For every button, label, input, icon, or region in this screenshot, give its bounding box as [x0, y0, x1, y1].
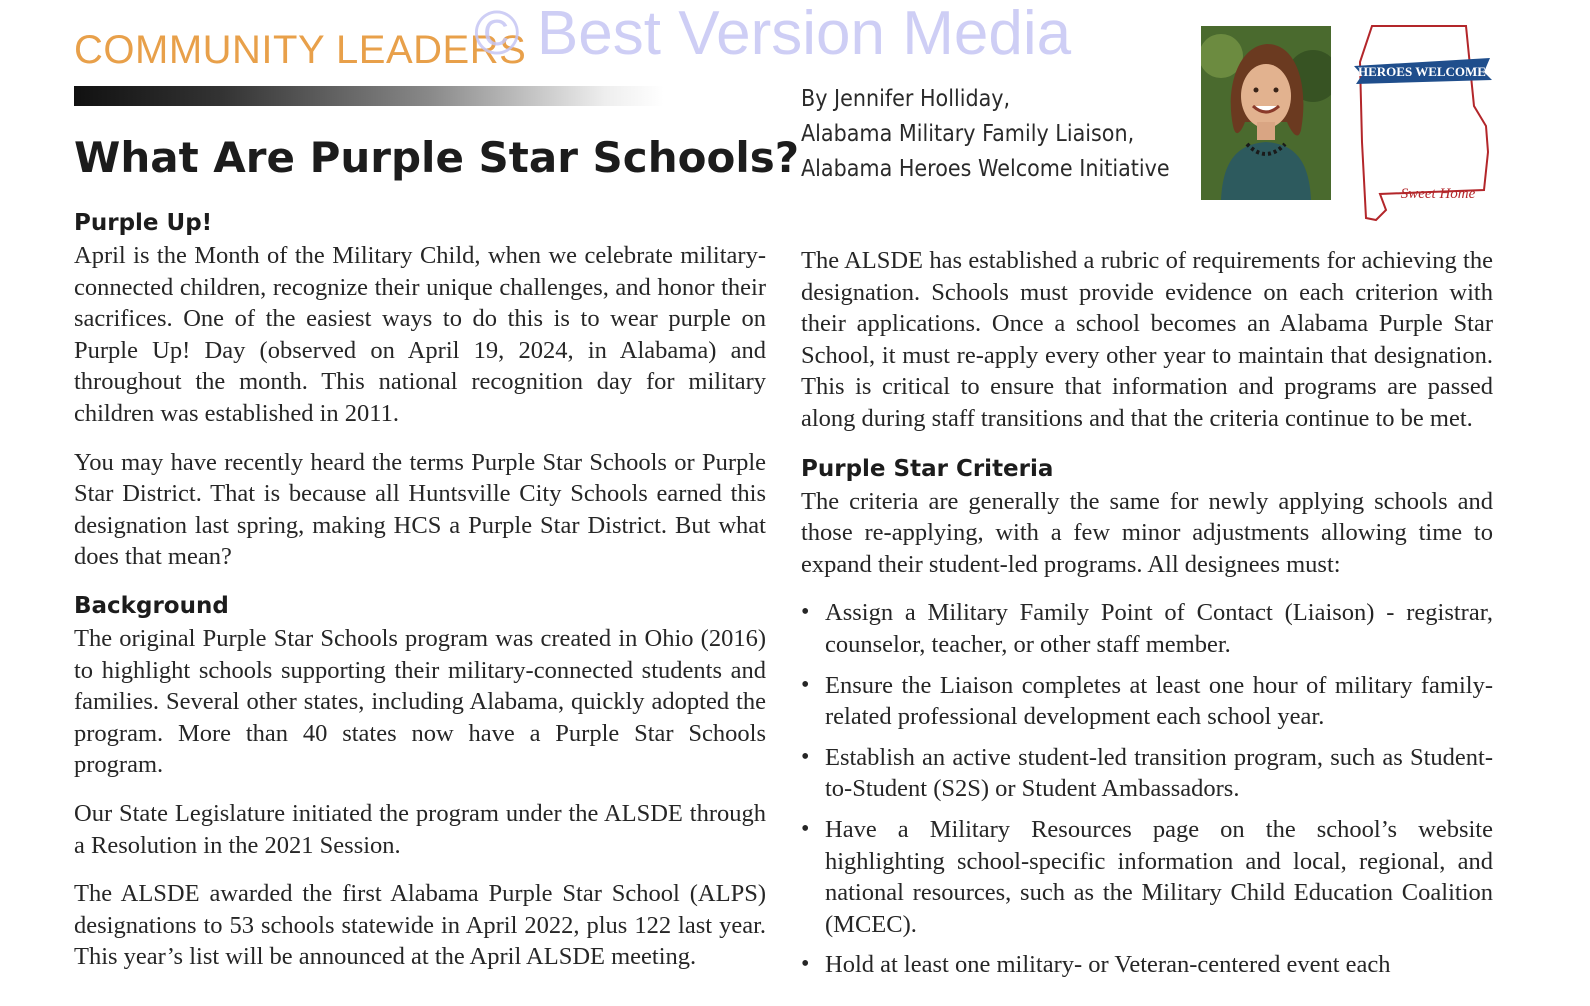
author-byline: [801, 82, 1170, 187]
left-column: [74, 206, 766, 973]
paragraph-criteria-intro: The criteria are generally the same for newly applying schools and those re-applying, with a few minor adjustments allowing time to expand their student-led programs. All designees must:: [801, 487, 1493, 578]
header-gradient-rule: [74, 86, 664, 106]
alabama-state-outline: [1350, 22, 1496, 230]
byline-line-3: Alabama Heroes Welcome Initiative: [801, 156, 1170, 182]
criteria-list: [801, 597, 1493, 981]
byline-line-1: By Jennifer Holliday,: [801, 86, 1011, 112]
list-item: • Have a Military Resources page on the school’s website highlighting school-specific information and local, regional, and national resources, such as the Military Child Education Coalition (MCEC).: [801, 814, 1493, 940]
emblem-script-text: Sweet Home: [1400, 186, 1476, 202]
heading-background: Background: [74, 592, 229, 619]
paragraph-month-military-child: April is the Month of the Military Child, when we celebrate military-connected children, recognize their unique challenges, and honor their sacrifices. One of the easiest ways to do this is to wear purple on Purple Up! Day (observed on April 19, 2024, in Alabama) and throughout the month. This national recognition day for military children was established in 2011.: [74, 242, 766, 427]
article-title: What Are Purple Star Schools?: [74, 133, 800, 182]
byline-line-2: Alabama Military Family Liaison,: [801, 121, 1135, 147]
list-item: • Ensure the Liaison completes at least one hour of military family-related professional development each school year.: [801, 670, 1493, 733]
paragraph-ohio-origin: The original Purple Star Schools program was created in Ohio (2016) to highlight schools supporting their military-connected students and families. Several other states, including Alabama, quickly adopted the program. More than 40 states now have a Purple Star Schools program.: [74, 624, 766, 779]
paragraph-rubric: The ALSDE has established a rubric of requirements for achieving the designation. Schools must provide evidence on each criterion with their applications. Once a school becomes an Alabama Purple Star School, it must re-apply every other year to maintain that designation. This is critical to ensure that information and programs are passed along during staff transitions and that the criteria continue to be met.: [801, 247, 1493, 432]
list-item: • Establish an active student-led transition program, such as Student-to-Student (S2S) or Student Ambassadors.: [801, 742, 1493, 805]
heading-purple-up: Purple Up!: [74, 210, 213, 236]
author-portrait-illustration: [1201, 26, 1331, 200]
paragraph-state-legislature: Our State Legislature initiated the program under the ALSDE through a Resolution in the 2021 Session.: [74, 799, 766, 859]
right-column: [801, 245, 1493, 990]
heading-purple-star-criteria: Purple Star Criteria: [801, 455, 1054, 482]
watermark: © Best Version Media: [474, 0, 1072, 68]
author-photo: [1201, 26, 1331, 200]
emblem-banner-text: HEROES WELCOME: [1358, 64, 1486, 79]
list-item: • Assign a Military Family Point of Contact (Liaison) - registrar, counselor, teacher, or other staff member.: [801, 597, 1493, 660]
list-item: • Hold at least one military- or Veteran-centered event each: [801, 949, 1493, 981]
section-label: COMMUNITY LEADERS: [74, 28, 527, 72]
paragraph-purple-star-district: You may have recently heard the terms Purple Star Schools or Purple Star District. That is because all Huntsville City Schools earned this designation last spring, making HCS a Purple Star District. But what does that mean?: [74, 448, 766, 571]
alabama-heroes-welcome-emblem: [1350, 22, 1496, 230]
paragraph-alps-designations: The ALSDE awarded the first Alabama Purple Star School (ALPS) designations to 53 schools statewide in April 2022, plus 122 last year. This year’s list will be announced at the April ALSDE meeting.: [74, 880, 766, 971]
